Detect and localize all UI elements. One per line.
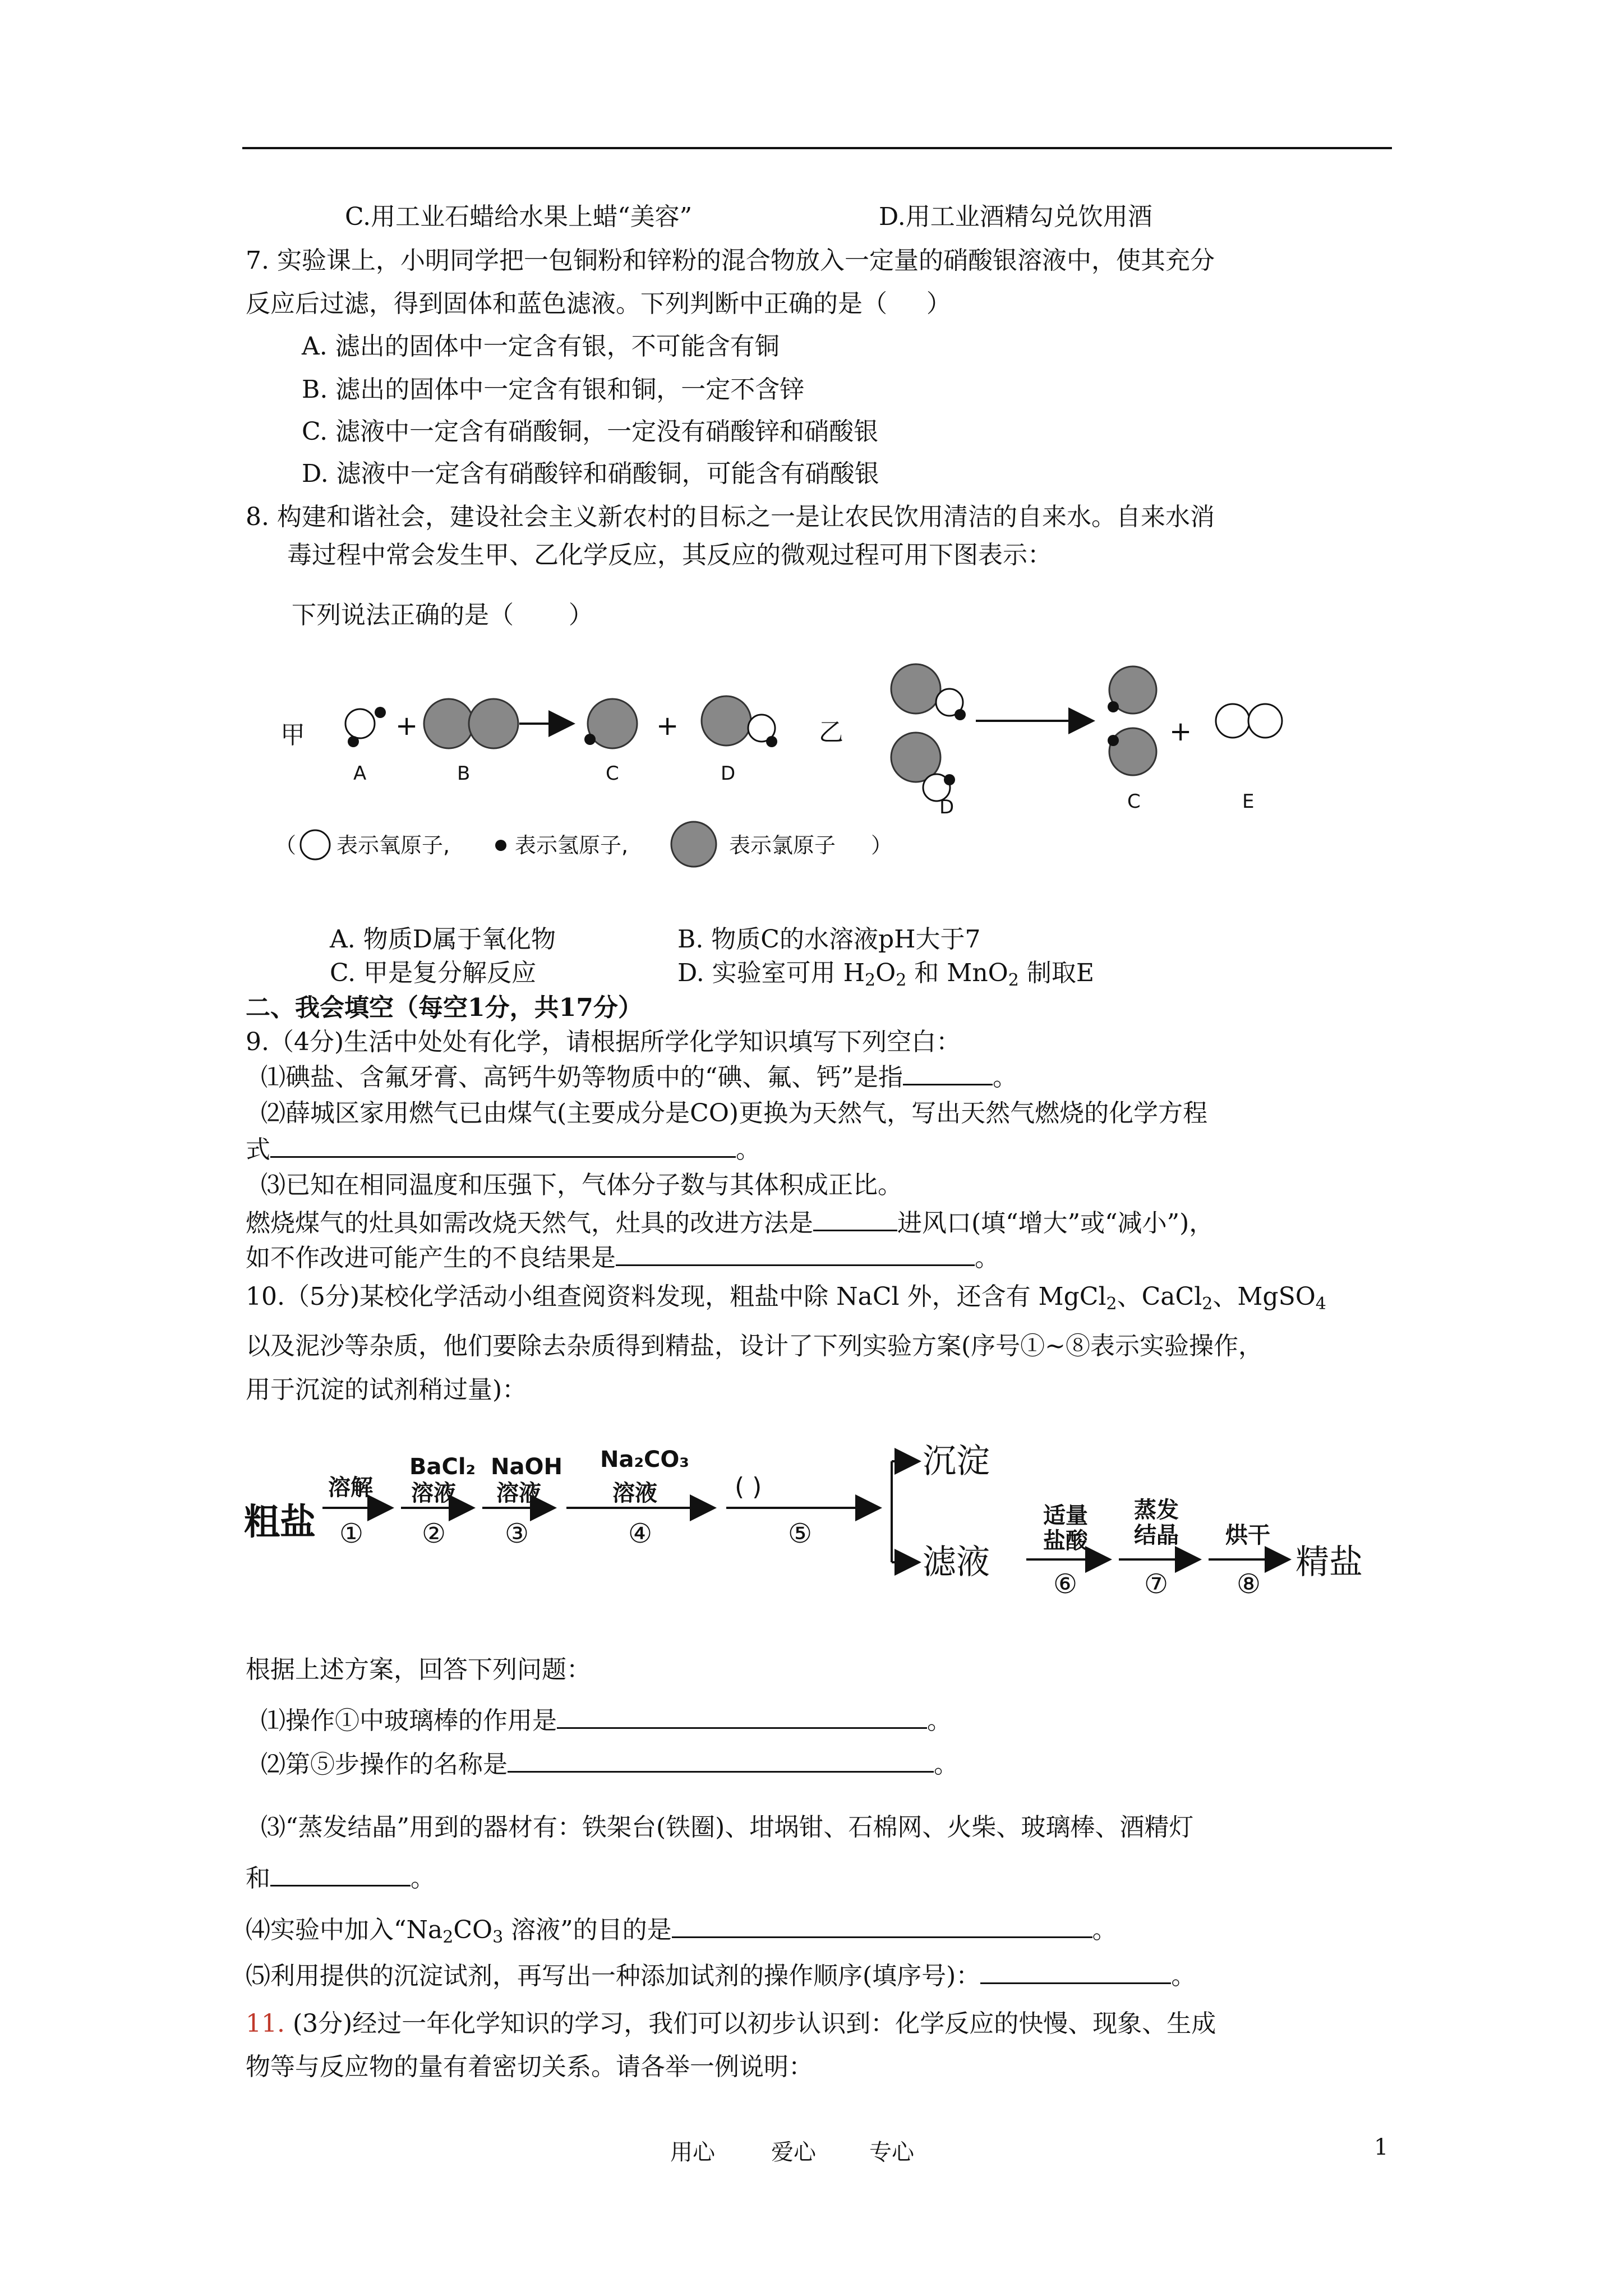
- flow-end: 精盐: [1295, 1543, 1363, 1582]
- oxygen-legend-icon: [301, 830, 330, 859]
- legend-chlorine: 表示氯原子: [729, 833, 836, 858]
- flow-s6-reagent: 盐酸: [1043, 1528, 1088, 1554]
- molecule-e: [1216, 704, 1282, 738]
- flow-s6-number: ⑥: [1053, 1568, 1078, 1600]
- q9-s3a: ⑶已知在相同温度和压强下，气体分子数与其体积成正比。: [261, 1171, 902, 1199]
- label-c: C: [606, 762, 619, 785]
- q9-blank-3[interactable]: [813, 1205, 897, 1231]
- q7-option-b: B. 滤出的固体中一定含有银和铜，一定不含锌: [302, 375, 805, 404]
- q10-line2: 以及泥沙等杂质，他们要除去杂质得到精盐，设计了下列实验方案(序号①~⑧表示实验操作，: [246, 1332, 1264, 1360]
- q10-a3a: ⑶“蒸发结晶”用到的器材有：铁架台(铁圈)、坩埚钳、石棉网、火柴、玻璃棒、酒精灯: [261, 1813, 1194, 1842]
- q8-option-d: D. 实验室可用 $H_2O_2$ 和 MnO$_2$ 制取E: [677, 959, 1094, 990]
- flow-s4-number: ④: [628, 1518, 653, 1549]
- plus-sign: +: [656, 710, 679, 742]
- q9-blank-4[interactable]: [616, 1240, 975, 1266]
- q11-line1: 11. (3分)经过一年化学知识的学习，我们可以初步认识到：化学反应的快慢、现象、生成: [246, 2009, 1216, 2038]
- flow-s3-number: ③: [505, 1518, 529, 1549]
- flow-s8-number: ⑧: [1237, 1568, 1261, 1600]
- flow-s1-number: ①: [339, 1518, 364, 1549]
- plus-sign: +: [1169, 716, 1192, 747]
- purification-flowchart: [241, 1425, 1408, 1616]
- legend-close: ）: [871, 833, 893, 858]
- q9-head: 9.（4分)生活中处处有化学，请根据所学化学知识填写下列空白：: [246, 1028, 961, 1056]
- q8-prompt: 下列说法正确的是（ ）: [292, 601, 593, 629]
- molecule-c-bottom: [1108, 728, 1156, 775]
- reaction-diagram: [269, 645, 1335, 869]
- flow-s2-number: ②: [422, 1518, 446, 1549]
- q10-a5: ⑸利用提供的沉淀试剂，再写出一种添加试剂的操作顺序(填序号)： 。: [246, 1958, 1196, 1993]
- flow-s1-reagent: 溶解: [328, 1475, 373, 1501]
- legend-oxygen: 表示氧原子,: [336, 833, 450, 858]
- molecule-c: [584, 699, 637, 748]
- q8-option-c: C. 甲是复分解反应: [330, 959, 537, 987]
- q6-option-c: C.用工业石蜡给水果上蜡“美容”: [345, 203, 693, 231]
- legend-hydrogen: 表示氢原子,: [515, 833, 629, 858]
- label-a: A: [353, 762, 367, 785]
- footer-motto-3: 专心: [869, 2139, 914, 2165]
- q8-stem-line2: 毒过程中常会发生甲、乙化学反应，其反应的微观过程可用下图表示：: [287, 541, 1052, 569]
- flow-s8-dry: 烘干: [1225, 1522, 1270, 1548]
- flow-s2-solution: 溶液: [411, 1480, 456, 1506]
- label-b: B: [457, 762, 471, 785]
- flow-s3-reagent: NaOH: [491, 1454, 562, 1480]
- q10-line3: 用于沉淀的试剂稍过量)：: [246, 1375, 527, 1404]
- q8-option-b: B. 物质C的水溶液pH大于7: [677, 925, 981, 954]
- flow-s5-blank[interactable]: ( ): [735, 1473, 762, 1501]
- label-c-yi: C: [1127, 790, 1141, 813]
- molecule-c-top: [1108, 666, 1156, 714]
- q7-stem-line1: 7. 实验课上，小明同学把一包铜粉和锌粉的混合物放入一定量的硝酸银溶液中，使其充分: [246, 246, 1215, 275]
- q7-option-c: C. 滤液中一定含有硝酸铜，一定没有硝酸锌和硝酸银: [302, 417, 879, 446]
- legend-open: （: [275, 833, 297, 858]
- q9-s1: ⑴碘盐、含氟牙膏、高钙牛奶等物质中的“碘、氟、钙”是指 。: [261, 1059, 1017, 1094]
- molecule-d-bottom: [891, 733, 955, 801]
- q10-blank-5[interactable]: [980, 1958, 1171, 1984]
- chlorine-legend-icon: [671, 822, 716, 867]
- q10-blank-1[interactable]: [557, 1703, 927, 1729]
- q7-option-d: D. 滤液中一定含有硝酸锌和硝酸铜，可能含有硝酸银: [302, 459, 879, 488]
- flow-filtrate: 滤液: [923, 1543, 990, 1582]
- q7-option-a: A. 滤出的固体中一定含有银，不可能含有铜: [302, 332, 780, 361]
- q9-blank-2[interactable]: [270, 1131, 736, 1158]
- q10-a1: ⑴操作①中玻璃棒的作用是 。: [261, 1703, 952, 1738]
- reaction-yi-label: 乙: [819, 718, 843, 747]
- flow-s6-amount: 适量: [1043, 1503, 1088, 1529]
- footer-motto-1: 用心: [670, 2139, 715, 2165]
- molecule-a: [345, 707, 386, 747]
- flow-s5-number: ⑤: [788, 1518, 813, 1549]
- flow-s4-reagent: Na₂CO₃: [600, 1447, 689, 1473]
- q8-option-a: A. 物质D属于氧化物: [330, 925, 556, 954]
- q10-line1: 10.（5分)某校化学活动小组查阅资料发现，粗盐中除 NaCl 外，还含有 MgCl$_2$、CaCl$_2$、MgSO$_4$: [246, 1282, 1326, 1314]
- flow-s4-solution: 溶液: [612, 1480, 657, 1506]
- header-rule: [242, 147, 1392, 149]
- flow-s7-number: ⑦: [1144, 1568, 1169, 1600]
- page-number: 1: [1374, 2134, 1389, 2160]
- q6-option-d: D.用工业酒精勾兑饮用酒: [879, 203, 1152, 231]
- flow-s7-evaporate: 蒸发: [1134, 1497, 1179, 1523]
- plus-sign: +: [395, 710, 418, 742]
- molecule-d: [702, 696, 777, 747]
- q9-blank-1[interactable]: [903, 1059, 993, 1085]
- q9-s3c: 如不作改进可能产生的不良结果是 。: [246, 1240, 999, 1275]
- reaction-jia-label: 甲: [280, 721, 305, 749]
- q10-blank-2[interactable]: [508, 1746, 934, 1773]
- flow-start: 粗盐: [244, 1502, 316, 1543]
- q11-line2: 物等与反应物的量有着密切关系。请各举一例说明：: [246, 2053, 813, 2081]
- q10-blank-3[interactable]: [270, 1860, 411, 1887]
- q9-s2b: 式 。: [246, 1131, 760, 1167]
- label-e: E: [1242, 790, 1255, 813]
- flow-s7-crystallize: 结晶: [1134, 1522, 1179, 1548]
- q10-a4: ⑷实验中加入“$Na_2CO_3$ 溶液”的目的是 。: [246, 1912, 1117, 1954]
- q10-a3b: 和 。: [246, 1860, 435, 1895]
- q9-s2a: ⑵薛城区家用燃气已由煤气(主要成分是CO)更换为天然气，写出天然气燃烧的化学方程: [261, 1099, 1208, 1128]
- molecule-d-top: [891, 664, 966, 720]
- q10-blank-4[interactable]: [672, 1912, 1092, 1938]
- flow-s3-solution: 溶液: [496, 1480, 541, 1506]
- hydrogen-legend-icon: [495, 840, 506, 851]
- q10-a2: ⑵第⑤步操作的名称是 。: [261, 1746, 958, 1782]
- q7-stem-line2: 反应后过滤，得到固体和蓝色滤液。下列判断中正确的是（ ）: [246, 289, 951, 318]
- q9-s3b: 燃烧煤气的灶具如需改烧天然气，灶具的改进方法是 进风口(填“增大”或“减小”)，: [246, 1205, 1214, 1240]
- q8-stem-line1: 8. 构建和谐社会，建设社会主义新农村的目标之一是让农民饮用清洁的自来水。自来水消: [246, 503, 1215, 531]
- label-d-yi: D: [939, 796, 955, 818]
- q10-intro: 根据上述方案，回答下列问题：: [246, 1655, 591, 1684]
- flow-s2-reagent: BaCl₂: [409, 1454, 476, 1480]
- flow-precipitate: 沉淀: [923, 1442, 990, 1481]
- section2-title: 二、我会填空（每空1分，共17分）: [246, 993, 643, 1022]
- footer-motto-2: 爱心: [771, 2139, 816, 2165]
- label-d: D: [721, 762, 736, 785]
- molecule-b: [424, 699, 518, 748]
